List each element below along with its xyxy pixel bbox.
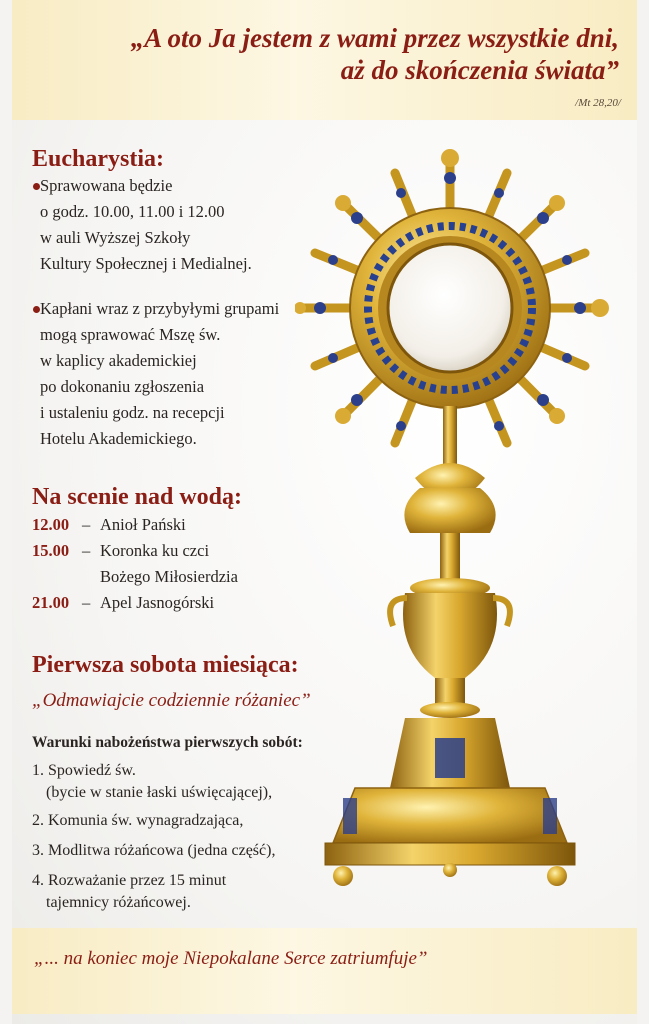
schedule-text: Bożego Miłosierdzia [100, 567, 238, 586]
monstrance-illustration [295, 148, 625, 898]
footer-quote: „... na koniec moje Niepokalane Serce zatriumfuje” [34, 948, 428, 969]
condition-text: 2. Komunia św. wynagradzająca, [32, 812, 244, 829]
text-line: Sprawowana będzie [40, 176, 173, 195]
schedule-time: 15.00 [32, 541, 70, 560]
schedule-time: 21.00 [32, 593, 70, 612]
schedule-row-continuation [32, 564, 238, 590]
schedule-text: Anioł Pański [100, 515, 186, 534]
schedule-text: Apel Jasnogórski [100, 593, 215, 612]
condition-continuation: tajemnicy różańcowej. [46, 894, 191, 911]
stage-schedule [32, 512, 238, 616]
bullet-dot [33, 306, 40, 313]
header-quote-line-2: aż do skończenia świata” [340, 55, 619, 85]
header-quote [19, 22, 619, 86]
stage-heading: Na scenie nad wodą: [32, 484, 243, 510]
schedule-time: 12.00 [32, 515, 70, 534]
rosary-quote: „Odmawiajcie codziennie różaniec” [32, 690, 311, 711]
conditions-title: Warunki nabożeństwa pierwszych sobót: [32, 734, 303, 751]
schedule-dash: – [82, 541, 91, 560]
condition-text: 4. Rozważanie przez 15 minut [32, 872, 227, 889]
text-line: Hotelu Akademickiego. [40, 429, 197, 448]
footer-band [12, 928, 637, 1014]
text-line: o godz. 10.00, 11.00 i 12.00 [40, 202, 225, 221]
schedule-row [32, 512, 238, 538]
text-line: w auli Wyższej Szkoły [40, 228, 191, 247]
header-quote-line-1: „A oto Ja jestem z wami przez wszystkie dni, [130, 23, 619, 53]
schedule-row [32, 538, 238, 564]
text-line: mogą sprawować Mszę św. [40, 325, 221, 344]
condition-item [32, 870, 226, 914]
first-saturday-heading: Pierwsza sobota miesiąca: [32, 652, 299, 678]
bullet-dot [33, 183, 40, 190]
eucharist-bullet-1 [40, 173, 252, 277]
text-line: i ustaleniu godz. na recepcji [40, 403, 225, 422]
text-line: w kaplicy akademickiej [40, 351, 197, 370]
condition-item [32, 810, 243, 832]
eucharist-bullet-2 [40, 296, 279, 452]
quote-reference: /Mt 28,20/ [575, 97, 621, 109]
luna-host [388, 244, 512, 372]
text-line: po dokonaniu zgłoszenia [40, 377, 205, 396]
schedule-text: Koronka ku czci [100, 541, 210, 560]
schedule-row [32, 590, 238, 616]
schedule-dash: – [82, 515, 91, 534]
schedule-dash: – [82, 593, 91, 612]
condition-continuation: (bycie w stanie łaski uświęcającej), [46, 784, 273, 801]
condition-item [32, 840, 275, 862]
condition-text: 1. Spowiedź św. [32, 762, 136, 779]
condition-text: 3. Modlitwa różańcowa (jedna część), [32, 842, 276, 859]
condition-item [32, 760, 272, 804]
text-line: Kultury Społecznej i Medialnej. [40, 254, 252, 273]
text-line: Kapłani wraz z przybyłymi grupami [40, 299, 280, 318]
eucharist-heading: Eucharystia: [32, 146, 164, 172]
